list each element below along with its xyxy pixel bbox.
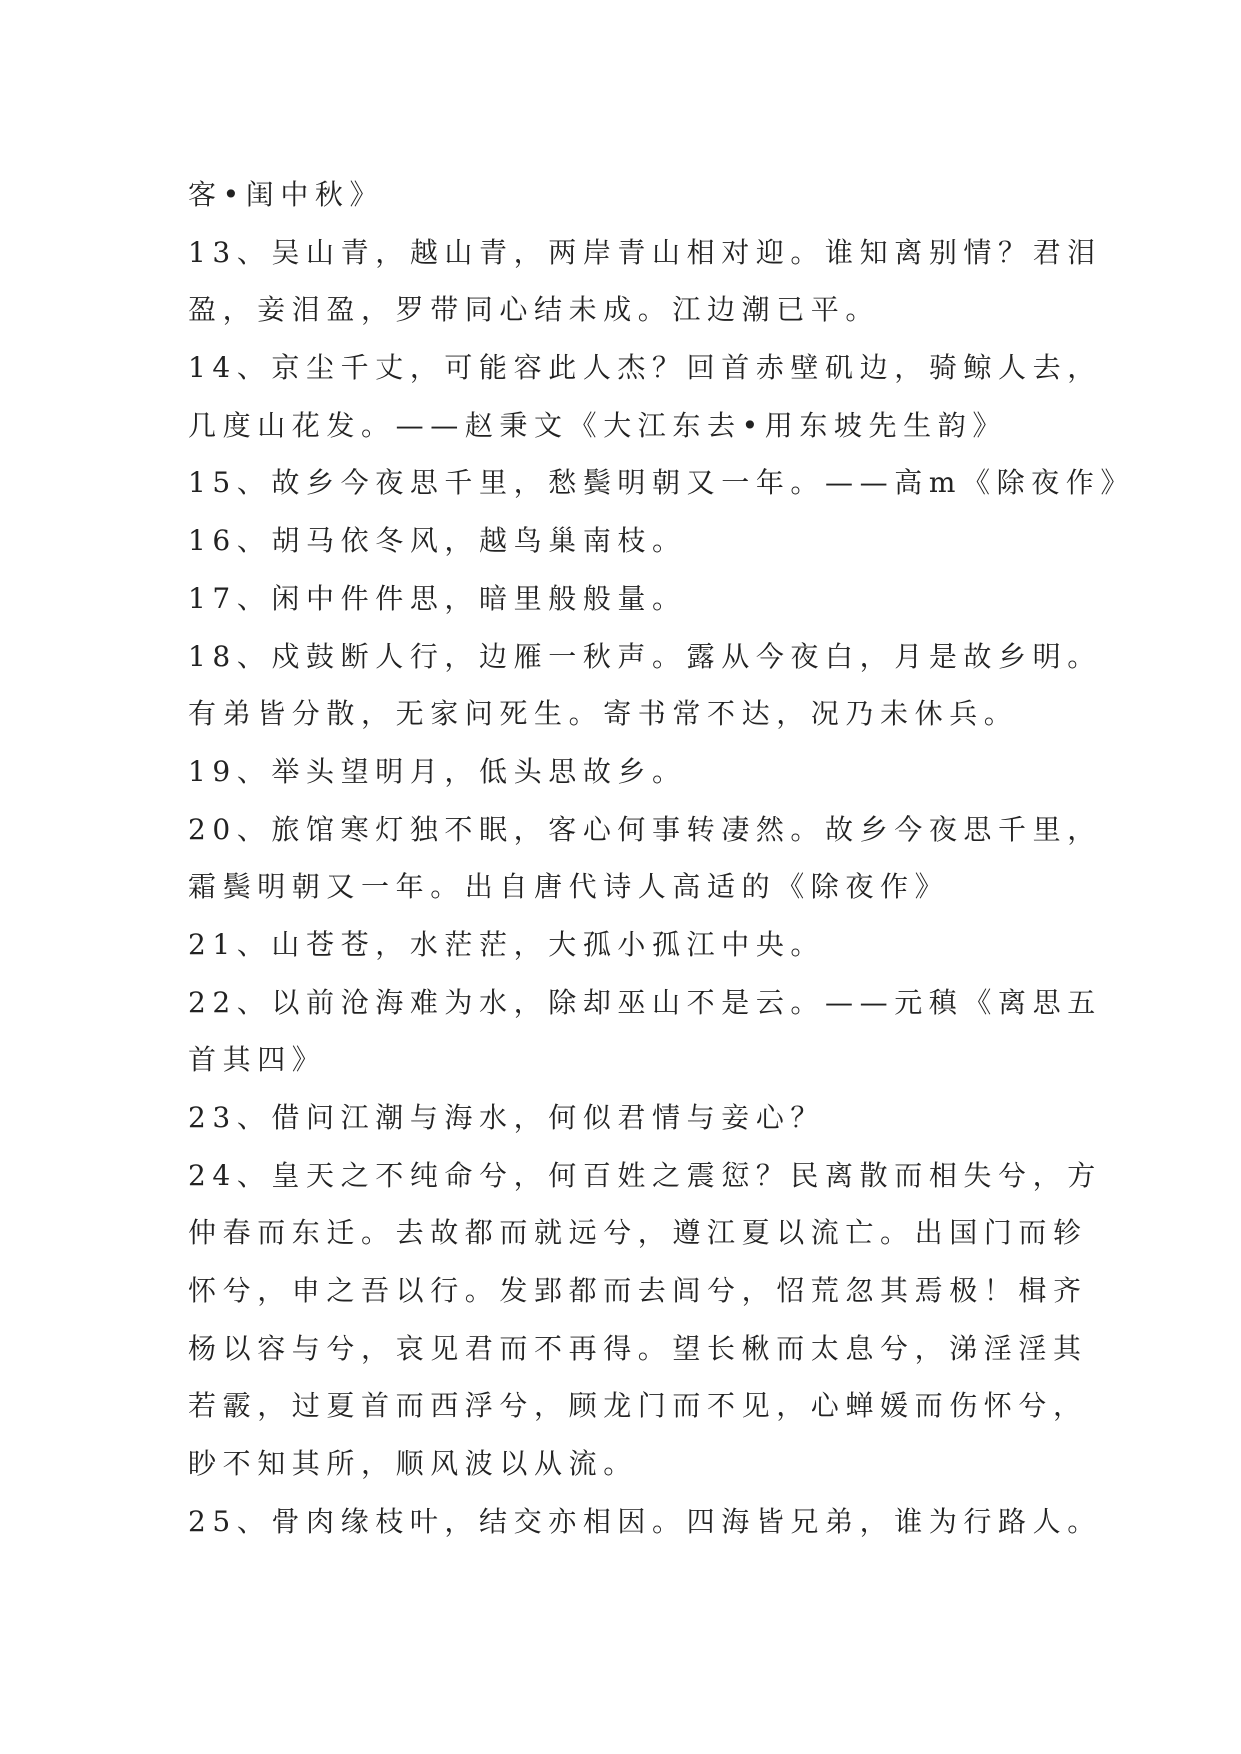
text-line: 有弟皆分散，无家问死生。寄书常不达，况乃未休兵。: [188, 697, 1019, 731]
text-line: 怀兮，申之吾以行。发郢都而去闾兮，怊荒忽其焉极！楫齐: [188, 1274, 1088, 1308]
text-line: 17、闲中件件思，暗里般般量。: [188, 581, 687, 615]
text-line: 19、举头望明月，低头思故乡。: [188, 754, 687, 788]
text-line: 23、借问江潮与海水，何似君情与妾心？: [188, 1101, 826, 1134]
text-line: 杨以容与兮，哀见君而不再得。望长楸而太息兮，涕淫淫其: [188, 1331, 1088, 1365]
text-line: 21、山苍苍，水茫茫，大孤小孤江中央。: [188, 927, 826, 961]
text-line: 22、以前沧海难为水，除却巫山不是云。——元稹《离思五: [188, 985, 1102, 1019]
text-line: 24、皇天之不纯命兮，何百姓之震愆？民离散而相失兮，方: [188, 1158, 1102, 1192]
text-line: 25、骨肉缘枝叶，结交亦相因。四海皆兄弟，谁为行路人。: [188, 1504, 1102, 1538]
text-line: 首其四》: [188, 1043, 327, 1077]
text-line: 16、胡马依冬风，越鸟巢南枝。: [188, 524, 687, 558]
text-line: 盈，妾泪盈，罗带同心结未成。江边潮已平。: [188, 293, 881, 327]
text-line: 若霰，过夏首而西浮兮，顾龙门而不见，心蝉媛而伤怀兮，: [188, 1389, 1088, 1423]
text-line: 14、京尘千丈，可能容此人杰？回首赤壁矶边，骑鲸人去，: [188, 351, 1102, 385]
text-line: 18、戍鼓断人行，边雁一秋声。露从今夜白，月是故乡明。: [188, 639, 1102, 673]
text-line: 几度山花发。——赵秉文《大江东去•用东坡先生韵》: [188, 408, 1007, 442]
text-line: 仲春而东迁。去故都而就远兮，遵江夏以流亡。出国门而轸: [188, 1216, 1088, 1250]
text-line: 13、吴山青，越山青，两岸青山相对迎。谁知离别情？君泪: [188, 235, 1102, 269]
document-page: [188, 166, 1135, 1551]
text-line: 15、故乡今夜思千里，愁鬓明朝又一年。——高m《除夜作》: [188, 466, 1135, 500]
text-line: 霜鬓明朝又一年。出自唐代诗人高适的《除夜作》: [188, 870, 950, 904]
text-line: 客•闺中秋》: [188, 178, 385, 211]
text-line: 眇不知其所，顺风波以从流。: [188, 1447, 638, 1481]
text-line: 20、旅馆寒灯独不眠，客心何事转凄然。故乡今夜思千里，: [188, 812, 1102, 846]
